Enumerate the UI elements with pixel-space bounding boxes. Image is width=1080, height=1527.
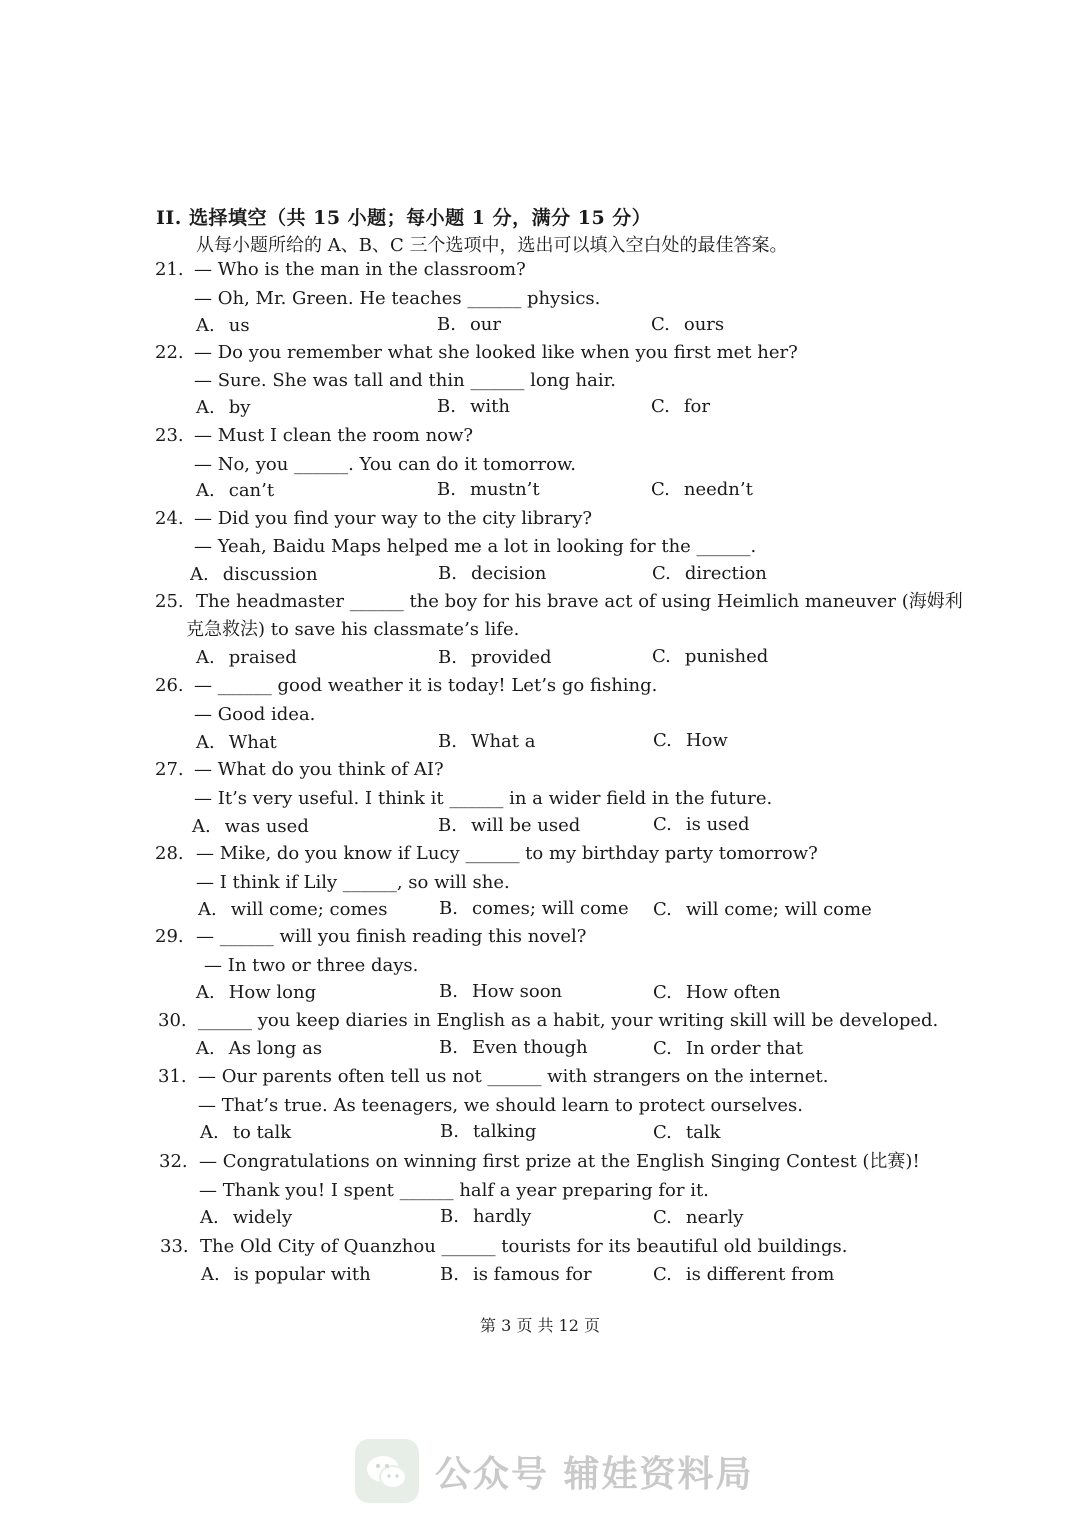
question-number: 29. [155, 926, 184, 947]
question-number: 33. [160, 1236, 189, 1257]
option-c: C. for [651, 396, 710, 417]
option-c: C. How often [653, 982, 781, 1003]
question-line: — Congratulations on winning first prize at the English Singing Contest (比赛)! [199, 1151, 920, 1172]
option-a: A. us [196, 315, 250, 336]
question-line: — Mike, do you know if Lucy ______ to my birthday party tomorrow? [196, 843, 818, 864]
option-b: B. provided [438, 647, 552, 668]
question-number: 23. [155, 425, 184, 446]
option-b: B. comes; will come [439, 898, 629, 919]
option-b: B. Even though [439, 1037, 588, 1058]
option-a: A. praised [196, 647, 297, 668]
question-number: 28. [155, 843, 184, 864]
option-c: C. is used [653, 814, 750, 835]
question-number: 31. [158, 1066, 187, 1087]
option-c: C. In order that [653, 1038, 804, 1059]
question-line: — Oh, Mr. Green. He teaches ______ physics. [194, 288, 601, 309]
question-line: — Do you remember what she looked like when you first met her? [194, 342, 798, 363]
watermark-text: 公众号 辅娃资料局 [435, 1453, 754, 1495]
wechat-icon [355, 1439, 419, 1503]
option-a: A. As long as [196, 1038, 323, 1059]
question-line: — Who is the man in the classroom? [194, 259, 526, 280]
option-a: A. widely [200, 1207, 292, 1228]
question-line: — What do you think of AI? [194, 759, 444, 780]
question-line: ______ you keep diaries in English as a habit, your writing skill will be developed. [198, 1010, 939, 1031]
option-a: A. was used [192, 816, 309, 837]
option-c: C. will come; will come [653, 899, 872, 920]
option-b: B. What a [438, 731, 536, 752]
question-number: 22. [155, 342, 184, 363]
question-number: 27. [155, 759, 184, 780]
option-c: C. How [653, 730, 728, 751]
question-number: 30. [158, 1010, 187, 1031]
option-a: A. can’t [196, 480, 275, 501]
question-line: — Did you find your way to the city library? [194, 508, 593, 529]
option-b: B. with [437, 396, 510, 417]
option-a: A. How long [196, 982, 317, 1003]
option-c: C. is different from [653, 1264, 835, 1285]
option-a: A. is popular with [201, 1264, 371, 1285]
question-line: The Old City of Quanzhou ______ tourists for its beautiful old buildings. [200, 1236, 848, 1257]
question-line: The headmaster ______ the boy for his brave act of using Heimlich maneuver (海姆利 [196, 591, 963, 612]
option-b: B. will be used [438, 815, 581, 836]
page-footer: 第 3 页 共 12 页 [480, 1316, 600, 1335]
question-line: — I think if Lily ______, so will she. [196, 872, 510, 893]
question-number: 21. [155, 259, 184, 280]
option-a: A. by [196, 397, 251, 418]
question-line: — Our parents often tell us not ______ with strangers on the internet. [198, 1066, 829, 1087]
question-line: — In two or three days. [204, 955, 419, 976]
option-b: B. is famous for [440, 1264, 592, 1285]
section-instruction: 从每小题所给的 A、B、C 三个选项中，选出可以填入空白处的最佳答案。 [196, 235, 788, 256]
question-number: 24. [155, 508, 184, 529]
question-line: — That’s true. As teenagers, we should learn to protect ourselves. [198, 1095, 804, 1116]
section-title: II. 选择填空（共 15 小题；每小题 1 分，满分 15 分） [156, 207, 652, 229]
option-c: C. direction [652, 563, 767, 584]
question-line: — Must I clean the room now? [194, 425, 474, 446]
question-number: 25. [155, 591, 184, 612]
question-line: — Thank you! I spent ______ half a year preparing for it. [199, 1180, 709, 1201]
option-c: C. talk [653, 1122, 721, 1143]
option-a: A. will come; comes [198, 899, 388, 920]
question-line: — Sure. She was tall and thin ______ long hair. [194, 370, 616, 391]
option-a: A. to talk [200, 1122, 292, 1143]
option-b: B. mustn’t [437, 479, 540, 500]
question-line: 克急救法) to save his classmate’s life. [186, 619, 520, 640]
option-c: C. ours [651, 314, 725, 335]
watermark [355, 1438, 754, 1504]
option-a: A. discussion [190, 564, 318, 585]
option-b: B. hardly [440, 1206, 532, 1227]
option-b: B. our [437, 314, 501, 335]
option-c: C. nearly [653, 1207, 744, 1228]
question-line: — Good idea. [194, 704, 316, 725]
question-number: 26. [155, 675, 184, 696]
option-b: B. decision [438, 563, 547, 584]
option-c: C. punished [652, 646, 769, 667]
option-c: C. needn’t [651, 479, 753, 500]
question-line: — It’s very useful. I think it ______ in a wider field in the future. [194, 788, 773, 809]
question-line: — No, you ______. You can do it tomorrow. [194, 454, 576, 475]
question-line: — ______ will you finish reading this novel? [196, 926, 587, 947]
question-line: — ______ good weather it is today! Let’s go fishing. [194, 675, 658, 696]
question-line: — Yeah, Baidu Maps helped me a lot in looking for the ______. [194, 536, 757, 557]
question-number: 32. [159, 1151, 188, 1172]
option-b: B. talking [440, 1121, 537, 1142]
option-a: A. What [196, 732, 277, 753]
option-b: B. How soon [439, 981, 563, 1002]
